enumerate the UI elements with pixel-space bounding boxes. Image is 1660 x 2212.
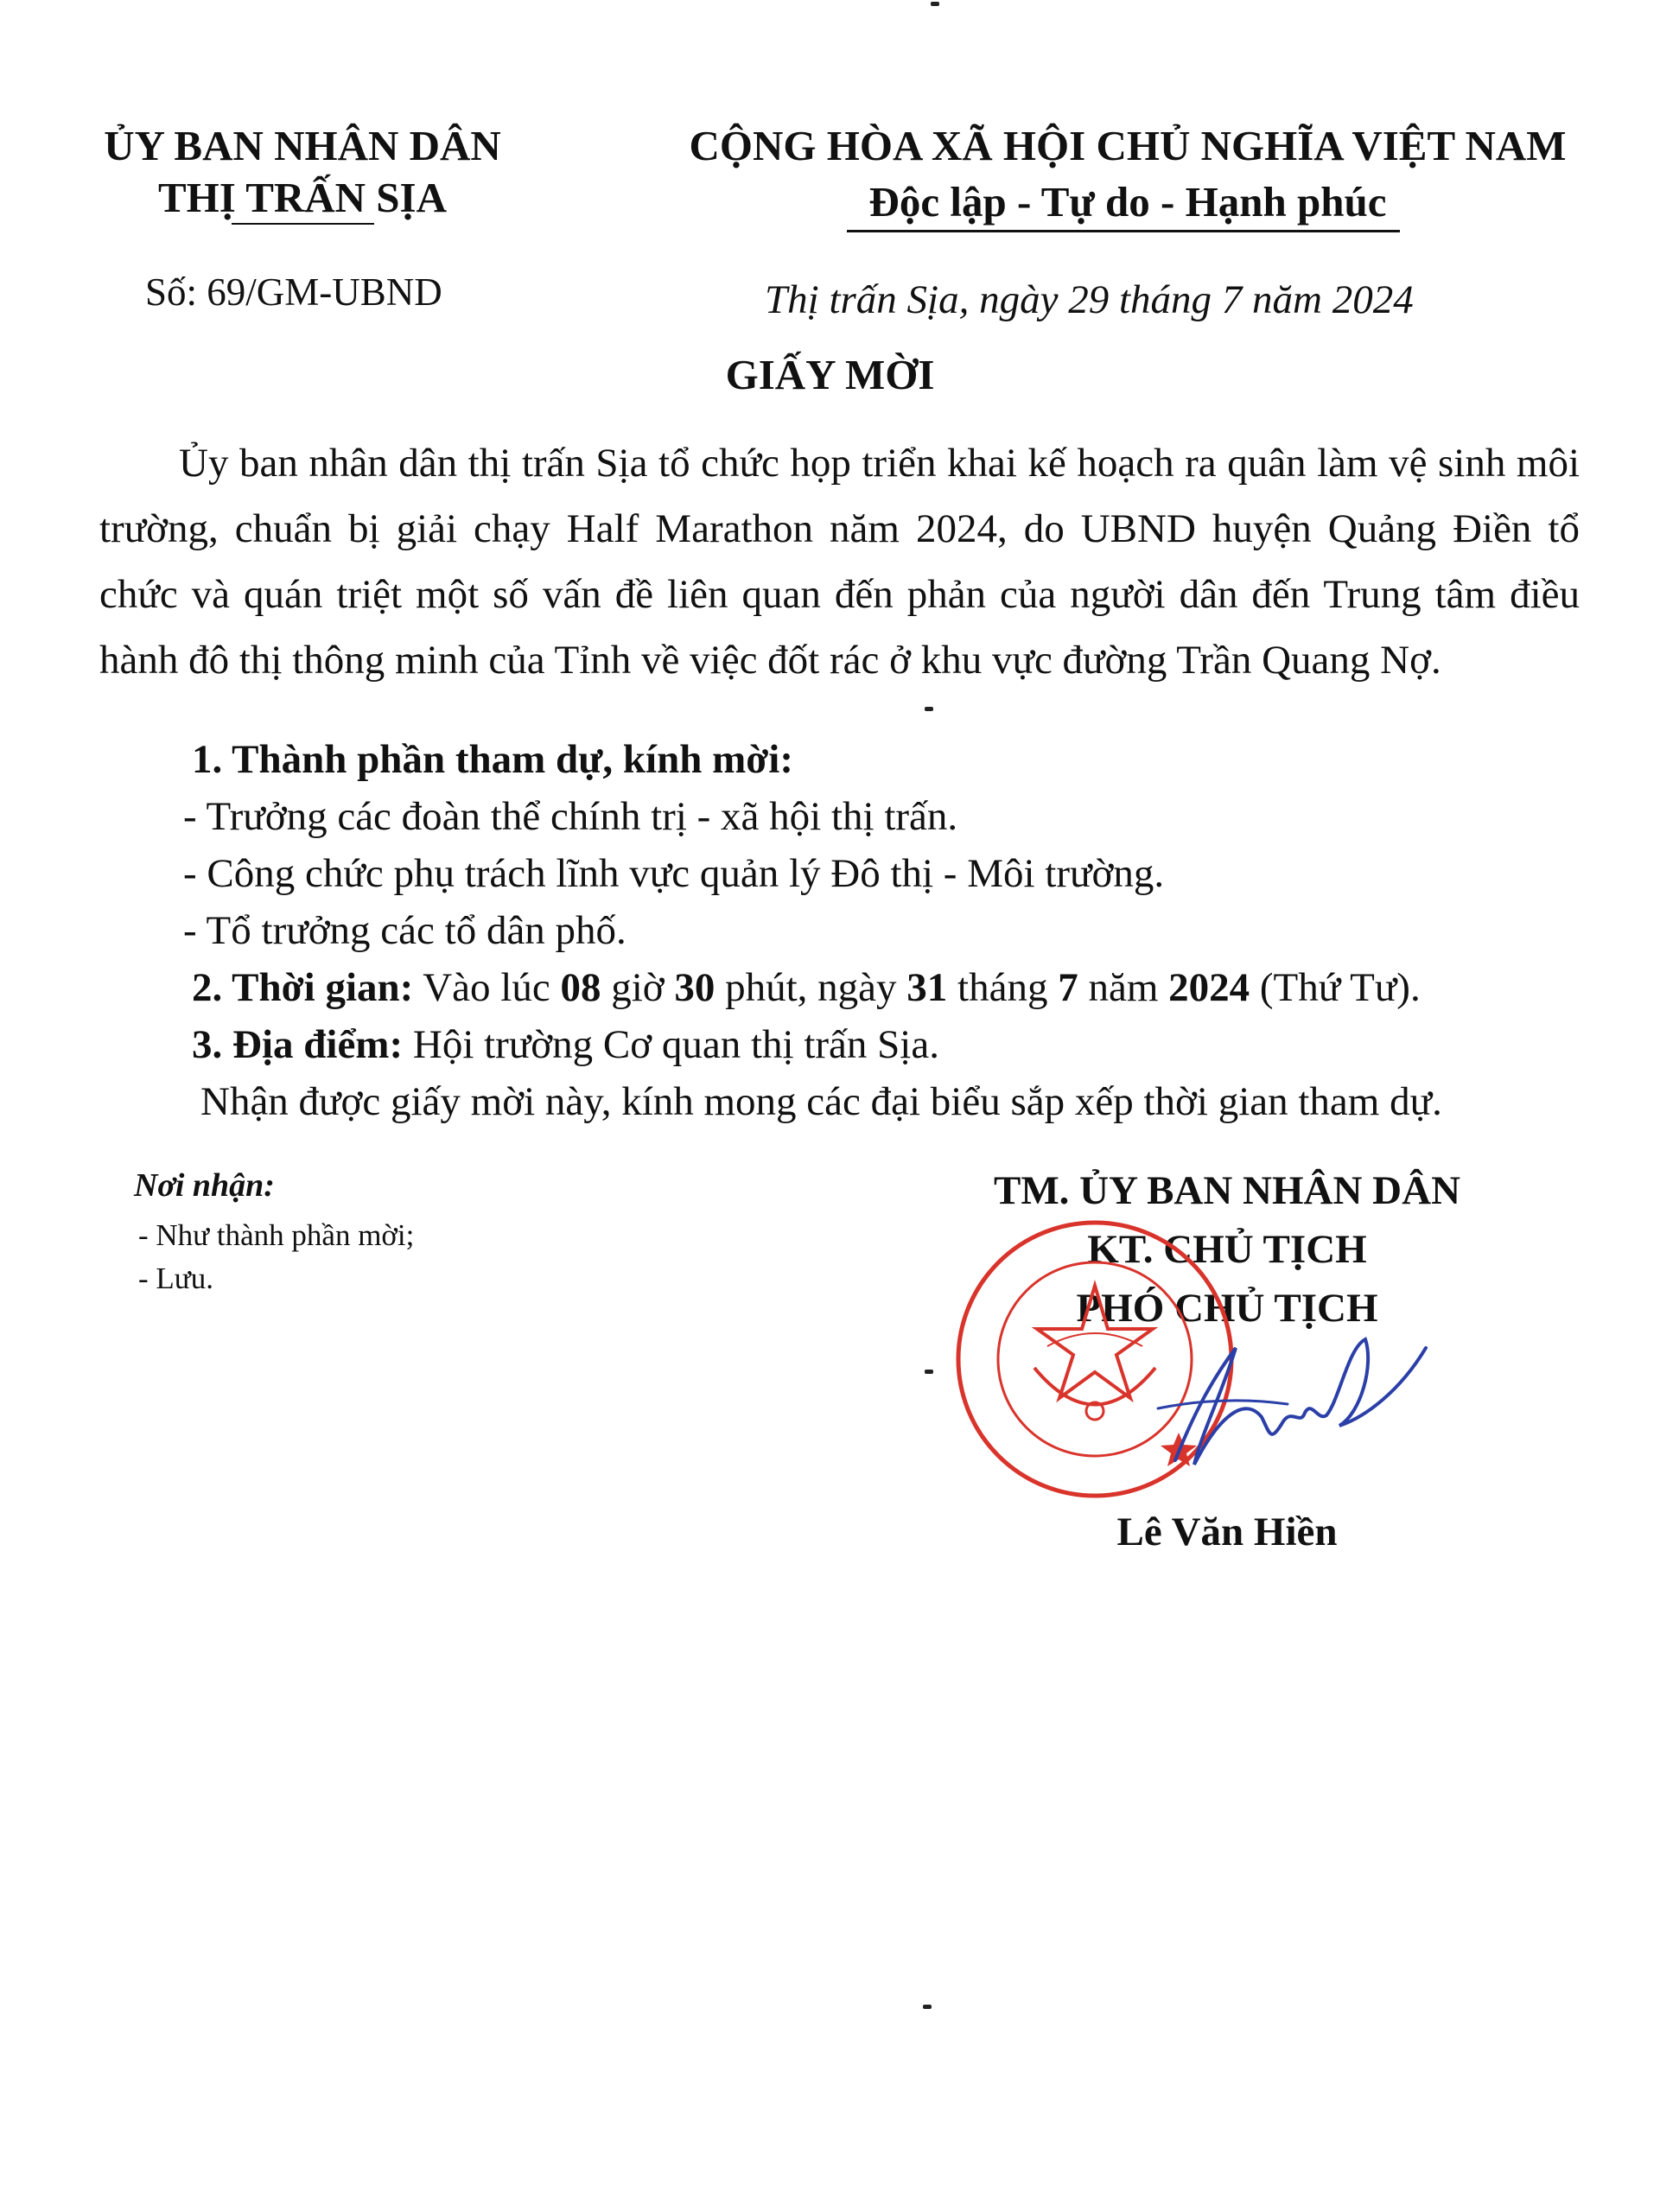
place-date: Thị trấn Sịa, ngày 29 tháng 7 năm 2024 [765,277,1414,322]
time-year: 2024 [1168,965,1250,1010]
scan-speck [925,1370,933,1374]
meeting-time [192,964,1421,1011]
time-text-3: phút, ngày [715,965,907,1010]
time-text-1: Vào lúc [413,965,561,1010]
country-motto: Độc lập - Tự do - Hạnh phúc [868,178,1387,226]
scan-speck [923,2005,932,2009]
signature-line2: KT. CHỦ TỊCH [1087,1227,1367,1272]
recipient-item-2: - Lưu. [138,1262,214,1295]
body-paragraph: Ủy ban nhân dân thị trấn Sịa tổ chức họp triển khai kế hoạch ra quân làm vệ sinh môi trường, chuẩn bị giải chạy Half Marathon năm 2024, do UBND huyện Quảng Điền tổ chức và quán triệt một số vấn đề liên quan đến phản của người dân đến Trung tâm điều hành đô thị thông minh của Tỉnh về việc đốt rác ở khu vực đường Trần Quang Nợ. [99,441,1580,683]
document-title: GIẤY MỜI [725,351,935,398]
closing-sentence: Nhận được giấy mời này, kính mong các đại biểu sắp xếp thời gian tham dự. [200,1079,1442,1124]
location-label: 3. Địa điểm: [192,1022,404,1067]
time-text-6: (Thứ Tư). [1250,965,1421,1010]
scan-speck [931,2,939,6]
signature-line1: TM. ỦY BAN NHÂN DÂN [993,1168,1461,1213]
motto-underline [847,230,1400,232]
agency-name-line2: THỊ TRẤN SỊA [157,174,448,221]
recipient-item-1: - Như thành phần mời; [138,1218,415,1252]
document-number: Số: 69/GM-UBND [145,270,442,314]
agency-name-line1: ỦY BAN NHÂN DÂN [104,122,501,169]
agency-underline [232,223,374,225]
location-value: Hội trường Cơ quan thị trấn Sịa. [403,1022,939,1067]
attendee-item-2: - Công chức phụ trách lĩnh vực quản lý Đô thị - Môi trường. [183,851,1165,896]
scan-speck [925,707,933,711]
section1-heading: 1. Thành phần tham dự, kính mời: [192,737,793,782]
signature-scribble-icon [1141,1313,1434,1486]
time-hour: 08 [560,965,601,1010]
time-month: 7 [1058,965,1078,1010]
attendee-item-1: - Trưởng các đoàn thể chính trị - xã hội thị trấn. [183,794,958,839]
time-day: 31 [906,965,948,1010]
time-label: 2. Thời gian: [192,965,414,1010]
attendee-item-3: - Tổ trưởng các tổ dân phố. [183,908,626,953]
time-text-4: tháng [947,965,1059,1010]
time-text-2: giờ [601,965,675,1010]
signature-line3: PHÓ CHỦ TỊCH [1076,1286,1378,1331]
time-minute: 30 [674,965,716,1010]
country-name: CỘNG HÒA XÃ HỘI CHỦ NGHĨA VIỆT NAM [689,122,1567,169]
signer-name: Lê Văn Hiền [1116,1510,1338,1554]
recipients-heading: Nơi nhận: [134,1167,275,1204]
meeting-location [192,1021,939,1068]
time-text-5: năm [1078,965,1169,1010]
